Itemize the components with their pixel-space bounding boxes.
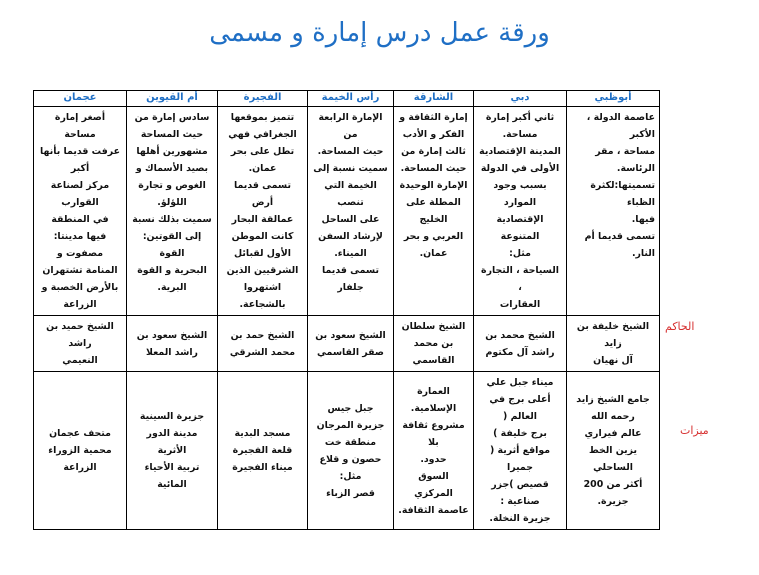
header-abu-dhabi: أبوظبي [567, 91, 660, 107]
features-ajman: متحف عجمان محمية الزوراء الزراعة [34, 372, 127, 530]
header-umm-al-quwain: أم القيوين [127, 91, 218, 107]
ruler-umm-al-quwain: الشيخ سعود بن راشد المعلا [127, 316, 218, 372]
header-ras-al-khaimah: رأس الخيمة [308, 91, 394, 107]
features-ras-al-khaimah: جبل جيس جزيرة المرجان منطقة خت حصون و قلاع مثل: قصر الزباء [308, 372, 394, 530]
ruler-sharjah: الشيخ سلطان بن محمد القاسمي [394, 316, 474, 372]
content-abu-dhabi: عاصمة الدولة ، الأكبر مساحة ، مقر الرئاسة. تسميتها:لكثرة الظباء فيها. تسمى قديما أم النار. [567, 107, 660, 316]
page-title: ورقة عمل درس إمارة و مسمى [209, 18, 550, 48]
content-umm-al-quwain: سادس إمارة من حيث المساحة مشهورين أهلها بصيد الأسماك و الغوص و تجارة اللؤلؤ. سميت بذلك نسبة إلى القوتين: القوة البحرية و القوة البرية. [127, 107, 218, 316]
ruler-ajman: الشيخ حميد بن راشد النعيمي [34, 316, 127, 372]
rulers-row [34, 316, 660, 372]
header-fujairah: الفجيرة [218, 91, 308, 107]
ruler-row-label: الحاكم [665, 320, 695, 333]
content-ajman: أصغر إمارة مساحة عرفت قديما بأنها أكبر مركز لصناعة القوارب في المنطقة فيها مدينتا: مصفوت و المنامة تشتهران بالأرض الخصبة و الزراعة [34, 107, 127, 316]
content-row [34, 107, 660, 316]
ruler-fujairah: الشيخ حمد بن محمد الشرقي [218, 316, 308, 372]
header-ajman: عجمان [34, 91, 127, 107]
content-ras-al-khaimah: الإمارة الرابعة من حيث المساحة. سميت نسبة إلى الخيمة التي تنصب على الساحل لإرشاد السفن الميناء. تسمى قديما جلفار [308, 107, 394, 316]
ruler-dubai: الشيخ محمد بن راشد آل مكتوم [474, 316, 567, 372]
ruler-ras-al-khaimah: الشيخ سعود بن صقر القاسمي [308, 316, 394, 372]
features-row-label: ميزات [680, 424, 709, 437]
ruler-abu-dhabi: الشيخ خليفة بن زايد آل نهيان [567, 316, 660, 372]
features-umm-al-quwain: جزيرة السينية مدينة الدور الأثرية تربية الأحياء المائية [127, 372, 218, 530]
content-fujairah: تتميز بموقعها الجغرافي فهي تطل على بحر عمان. تسمى قديما أرض عمالقة البحار كانت الموطن الأول لقبائل الشرقيين الذين اشتهروا بالشجاعة. [218, 107, 308, 316]
header-sharjah: الشارقة [394, 91, 474, 107]
header-dubai: دبي [474, 91, 567, 107]
content-dubai: ثاني أكبر إمارة مساحة. المدينة الإقتصادية الأولى في الدولة بسبب وجود الموارد الإقتصادية المتنوعة مثل: السياحة ، التجارة ، العقارات [474, 107, 567, 316]
features-fujairah: مسجد البدية قلعة الفجيرة ميناء الفجيرة [218, 372, 308, 530]
features-abu-dhabi: جامع الشيخ زايد رحمه الله عالم فيراري يزين الخط الساحلي أكثر من 200 جزيرة. [567, 372, 660, 530]
features-row [34, 372, 660, 530]
header-row [34, 91, 660, 107]
features-sharjah: العمارة الإسلامية. مشروع ثقافة بلا حدود. السوق المركزي عاصمة الثقافة. [394, 372, 474, 530]
features-dubai: ميناء جبل علي أعلى برج في العالم ( برج خليفة ) مواقع أثرية ( جميرا قصيص )جزر صناعية : جزيرة النخلة. [474, 372, 567, 530]
worksheet-table [33, 90, 660, 530]
content-sharjah: إمارة الثقافة و الفكر و الأدب ثالث إمارة من حيث المساحة. الإمارة الوحيدة المطلة على الخليج العربي و بحر عمان. [394, 107, 474, 316]
